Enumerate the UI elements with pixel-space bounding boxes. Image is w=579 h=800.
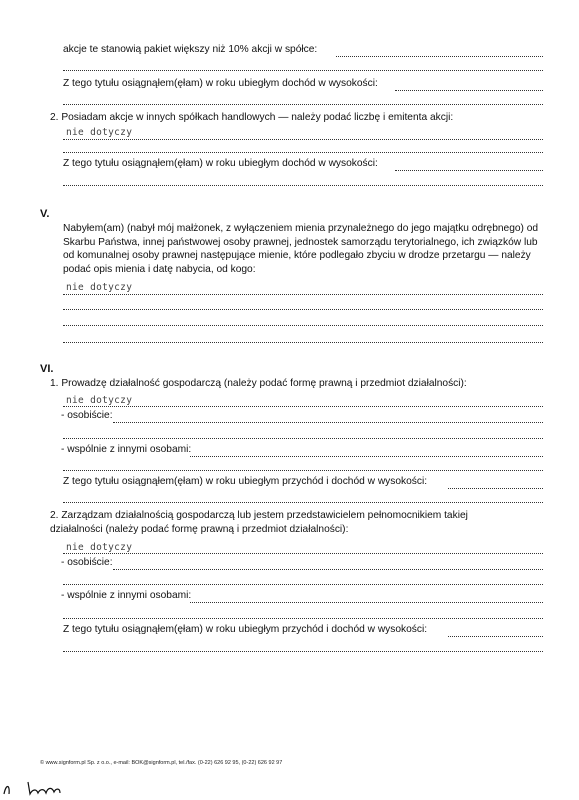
jointly-field[interactable] — [190, 456, 543, 457]
section-v-answer: nie dotyczy — [66, 282, 133, 293]
management-income-field[interactable] — [448, 636, 543, 637]
section-v-field-3[interactable] — [63, 325, 543, 326]
management-field[interactable] — [63, 553, 543, 554]
section-v-field-1[interactable] — [63, 294, 543, 295]
business-income-field[interactable] — [448, 488, 543, 489]
management-income-field-line2[interactable] — [63, 651, 543, 652]
income-label-2: Z tego tytułu osiągnąłem(ęłam) w roku ubiegłym dochód w wysokości: — [63, 158, 378, 169]
section-v-field-4[interactable] — [63, 342, 543, 343]
business-income-field-line2[interactable] — [63, 502, 543, 503]
business-income-label: Z tego tytułu osiągnąłem(ęłam) w roku ubiegłym przychód i dochód w wysokości: — [63, 476, 428, 487]
shares-field-line2[interactable] — [63, 152, 543, 153]
shares-field[interactable] — [63, 139, 543, 140]
jointly-label-2: - wspólnie z innymi osobami: — [61, 590, 192, 601]
income-field[interactable] — [395, 90, 543, 91]
personally-label: - osobiście: — [61, 410, 113, 421]
jointly-field-2-line2[interactable] — [63, 618, 543, 619]
personally-field-2-line2[interactable] — [63, 584, 543, 585]
jointly-field-line2[interactable] — [63, 470, 543, 471]
management-item-label: 2. Zarządzam działalnością gospodarczą lub jestem przedstawicielem pełnomocnikiem takiej działalności (należy podać formę prawną i przedmiot działalności): — [50, 510, 468, 535]
section-v-text: Nabyłem(am) (nabył mój małżonek, z wyłączeniem mienia przynależnego do jego majątku odrębnego) od Skarbu Państwa, innej państwowej osoby prawnej, jednostek samorządu terytorialnego, ich związków lub od komunalnej osoby prawnej następujące mienie, które podlegało zbyciu w drodze przetargu — należy podać opis mienia i datę nabycia, od kogo: — [63, 223, 539, 275]
section-v-field-2[interactable] — [63, 309, 543, 310]
jointly-field-2[interactable] — [190, 602, 543, 603]
footer-copyright: © www.signform.pl Sp. z o.o., e-mail: BOK@signform.pl, tel./fax. (0-22) 626 92 95, (0-22) 626 92 97 — [40, 760, 283, 766]
share-package-label: akcje te stanowią pakiet większy niż 10% akcji w spółce: — [63, 44, 318, 55]
management-income-label: Z tego tytułu osiągnąłem(ęłam) w roku ubiegłym przychód i dochód w wysokości: — [63, 624, 428, 635]
income-field-2-line2[interactable] — [63, 185, 543, 186]
section-vi-number: VI. — [40, 363, 54, 375]
business-field[interactable] — [63, 406, 543, 407]
personally-field[interactable] — [113, 422, 543, 423]
income-label: Z tego tytułu osiągnąłem(ęłam) w roku ubiegłym dochód w wysokości: — [63, 78, 378, 89]
share-package-field-line2[interactable] — [63, 70, 543, 71]
personally-label-2: - osobiście: — [61, 557, 113, 568]
shares-answer: nie dotyczy — [66, 127, 133, 138]
shares-item-label: 2. Posiadam akcje w innych spółkach handlowych — należy podać liczbę i emitenta akcji: — [50, 112, 454, 123]
management-answer: nie dotyczy — [66, 542, 133, 553]
jointly-label: - wspólnie z innymi osobami: — [61, 444, 192, 455]
personally-field-2[interactable] — [113, 569, 543, 570]
income-field-line2[interactable] — [63, 104, 543, 105]
share-package-field[interactable] — [336, 56, 543, 57]
income-field-2[interactable] — [395, 170, 543, 171]
personally-field-line2[interactable] — [63, 438, 543, 439]
section-v-number: V. — [40, 208, 50, 220]
business-answer: nie dotyczy — [66, 395, 133, 406]
signature-mark — [0, 778, 80, 800]
business-item-label: 1. Prowadzę działalność gospodarczą (należy podać formę prawną i przedmiot działalności): — [50, 378, 467, 389]
